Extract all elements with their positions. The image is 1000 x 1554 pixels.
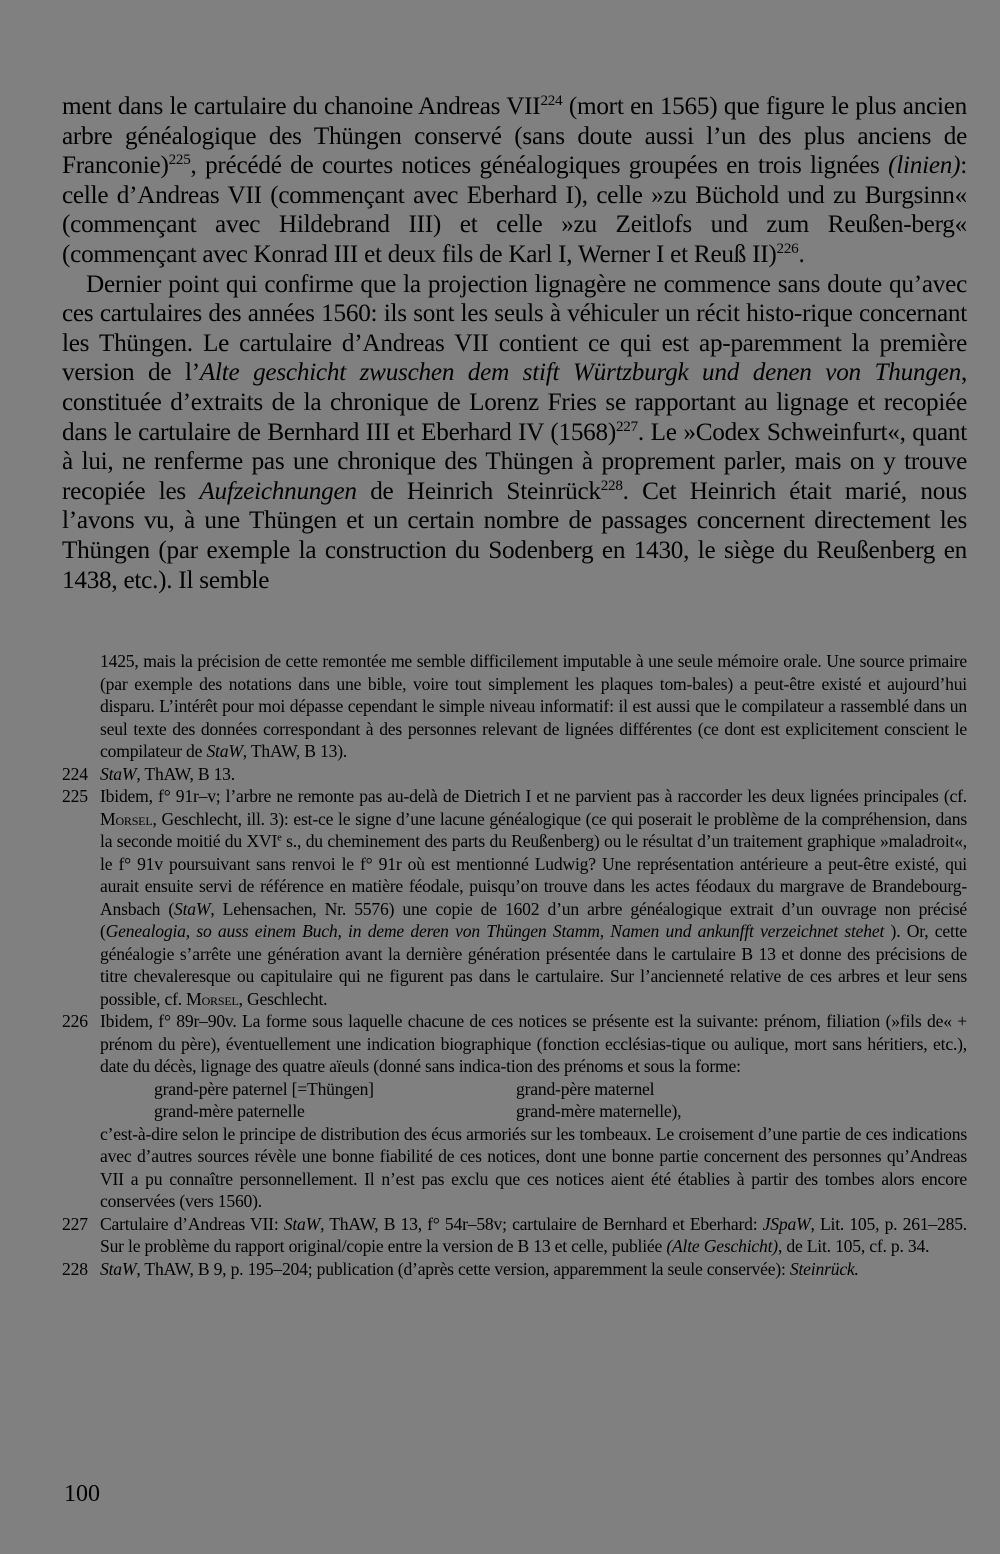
text-run: Ibidem, f° 91r–v; l’arbre ne remonte pas au-delà de Dietrich I et ne parvient pas à raccorder les deux lignées principales (cf. [100, 786, 967, 806]
text-run: , Geschlecht, ill. 3): est-ce le signe d’une lacune généalogique (ce qui poserait le problème de la compréhension, dans la seconde moitié du XVI [100, 808, 967, 851]
main-text [62, 92, 967, 595]
text-run: 1425, mais la précision de cette remontée me semble difficilement imputable à une seule mémoire orale. Une source primaire (par exemple des notations dans une bible, voire tout simplement les plaques tom-bales) a peut-être existé et aujourd’hui disparu. L’intérêt pour moi dépasse cependant le simple niveau informatif: il est aussi que le compilateur a rassemblé dans un seul texte des données correspondant à des personnes relevant de lignées différentes (ce dont est explicitement conscient le compilateur de [100, 651, 967, 761]
footnote-number: 228 [62, 1258, 88, 1279]
footnote-224 [62, 763, 967, 786]
footnote-ref-225[interactable]: 225 [168, 152, 191, 169]
footnote-228 [62, 1258, 967, 1281]
ancestor-table [100, 1078, 967, 1123]
table-cell: grand-père paternel [=Thüngen] [154, 1078, 374, 1099]
text-run: c’est-à-dire selon le principe de distribution des écus armoriés sur les tombeaux. Le croisement d’une partie de ces indications avec d’autres sources révèle une bonne fiabilité de ces notices, dont une bonne partie concernent des personnes qu’Andreas VII a pu connaître personnellement. Il n’est pas exclu que ces notices aient été établies à partir des tombes alors encore conservées (vers 1560). [100, 1123, 967, 1211]
text-run: , précédé de courtes notices généalogiques groupées en trois lignées [190, 152, 889, 180]
text-run: , ThAW, B 13, f° 54r–58v; cartulaire de Bernhard et Eberhard: [320, 1213, 763, 1234]
italic-term: (linien) [888, 152, 961, 180]
text-run: : celle d’Andreas VII (commençant avec Eberhard I), celle »zu Büchold und zu Burgsinn« (commençant avec Hildebrand III) et celle »zu Zeitlofs und zum Reußen-berg« (commençant avec Konrad III et deux fils de Karl I, Werner I et Reuß II) [62, 152, 967, 268]
text-run: . Le »Codex Schweinfurt«, quant à lui, ne renferme pas une chronique des Thüngen à proprement parler, mais on y trouve recopiée les [62, 418, 967, 505]
text-run: , de Lit. 105, cf. p. 34. [777, 1236, 930, 1256]
footnote-number: 225 [62, 786, 88, 806]
footnote-number: 224 [62, 763, 88, 784]
text-run: , constituée d’extraits de la chronique de Lorenz Fries se rapportant au lignage et recopiée dans le cartulaire de Bernhard III et Eberhard IV (1568) [62, 359, 967, 446]
footnote-ref-227[interactable]: 227 [616, 418, 638, 435]
table-cell: grand-mère maternelle), [516, 1101, 682, 1121]
footnote-227 [62, 1213, 967, 1258]
italic-abbr: JSpaW [762, 1213, 811, 1234]
italic-quote: Genealogia, so auss einem Buch, in deme deren von Thüngen Stamm, Namen und ankunfft verzeichnet stehet [105, 921, 885, 941]
italic-title: Steinrück. [789, 1258, 859, 1279]
text-run: , ThAW, B 13. [136, 763, 235, 784]
paragraph-2 [62, 270, 967, 596]
paragraph-1 [62, 92, 967, 270]
italic-abbr: StaW [173, 898, 211, 919]
footnote-number: 226 [62, 1011, 88, 1031]
footnote-225 [62, 785, 967, 1010]
footnote-number: 227 [62, 1213, 88, 1234]
italic-abbr: StaW [100, 763, 137, 784]
italic-title: (Alte Geschicht) [666, 1236, 778, 1256]
table-cell: grand-père maternel [516, 1078, 655, 1099]
italic-abbr: StaW [100, 1258, 137, 1279]
text-run: s., du cheminement des parts du Reußenberg) ou le résultat d’un traitement graphique »maladroit«, le f° 91v poursuivant sans renvoi le f° 91r où est mentionné Ludwig? Une représentation antérieure a peut-être existé, qui aurait ensuite servi de référence en matière féodale, puisqu’on trouve dans les actes féodaux du margrave de Brandebourg-Ansbach ( [100, 831, 967, 919]
footnote-continuation [62, 650, 967, 763]
text-run: ). Or, cette généalogie s’arrête une génération avant la dernière génération présentée dans le cartulaire B 13 et donne des précisions de titre chevaleresque ou capitulaire qui ne figurent pas dans le cartulaire. Sur l’ancienneté relative de ces arbres et leur sens possible, cf. [100, 921, 967, 1009]
text-run: , ThAW, B 9, p. 195–204; publication (d’après cette version, apparemment la seule conservée): [136, 1258, 790, 1279]
footnote-ref-226[interactable]: 226 [776, 240, 799, 257]
italic-abbr: StaW [283, 1213, 321, 1234]
footnotes [62, 650, 967, 1280]
author-name: Morsel [100, 808, 153, 829]
text-run: Ibidem, f° 89r–90v. La forme sous laquelle chacune de ces notices se présente est la suivante: prénom, filiation (»fils de« + prénom du père), éventuellement une indication biographique (fonction ecclésias-tique ou aulique, mort sans héritiers, etc.), date du décès, lignage des quatre aïeuls (donné sans indica-tion des prénoms et sous la forme: [100, 1011, 967, 1076]
footnote-ref-224[interactable]: 224 [540, 92, 563, 109]
text-run: (mort en 1565) que figure le plus ancien arbre généalogique des Thüngen conservé (sans doute aussi l’un des plus anciens de Franconie) [62, 93, 967, 180]
text-run: , Lehensachen, Nr. 5576) une copie de 1602 d’un arbre généalogique extrait d’un ouvrage non précisé ( [100, 898, 967, 941]
text-run: . Cet Heinrich était marié, nous l’avons vu, à une Thüngen et un certain nombre de passages concernent directement les Thüngen (par exemple la construction du Sodenberg en 1430, le siège du Reußenberg en 1438, etc.). Il semble [62, 477, 967, 594]
text-run: . [798, 240, 805, 268]
italic-title: Alte geschicht zwuschen dem stift Würtzburgk und denen von Thungen [199, 359, 961, 387]
author-name: Morsel [186, 988, 239, 1009]
text-run: ment dans le cartulaire du chanoine Andreas VII [62, 93, 541, 120]
text-run: , ThAW, B 13). [242, 741, 348, 761]
superscript: e [277, 832, 282, 844]
text-run: , Geschlecht. [238, 988, 328, 1009]
italic-title: Aufzeichnungen [199, 477, 357, 505]
text-run: Dernier point qui confirme que la projection lignagère ne commence sans doute qu’avec ces cartulaires des années 1560: ils sont les seuls à véhiculer un récit histo-rique concernant les Thüngen. Le cartulaire d’Andreas VII contient ce qui est ap-paremment la première version de l’ [62, 270, 967, 387]
text-run: , Lit. 105, p. 261–285. Sur le problème du rapport original/copie entre la version de B 13 et celle, publiée [100, 1213, 967, 1256]
text-run: de Heinrich Steinrück [356, 477, 601, 505]
page-number: 100 [64, 1481, 100, 1507]
text-run: Cartulaire d’Andreas VII: [100, 1213, 284, 1234]
table-cell: grand-mère paternelle [154, 1101, 305, 1121]
italic-abbr: StaW [206, 741, 243, 761]
footnote-226 [62, 1010, 967, 1213]
footnote-ref-228[interactable]: 228 [600, 477, 623, 494]
